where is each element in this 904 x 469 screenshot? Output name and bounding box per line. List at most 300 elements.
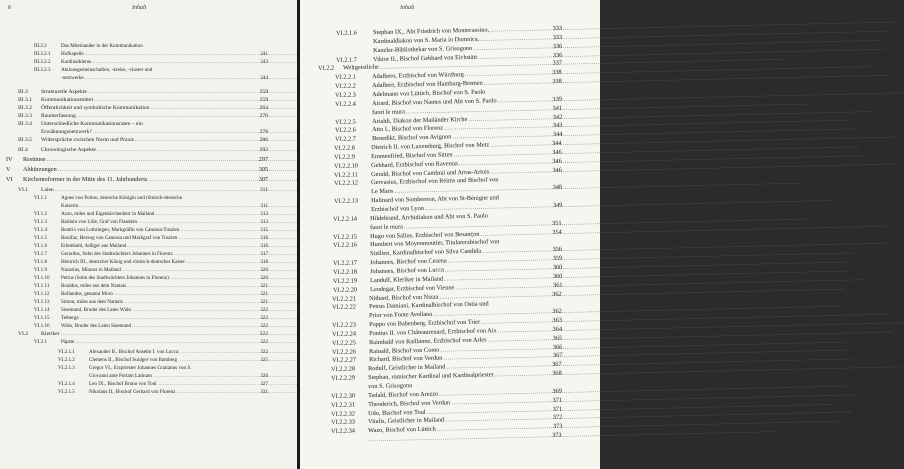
entry-page-number: 348 [552, 184, 563, 192]
entry-number [331, 441, 365, 442]
entry-number [336, 52, 370, 53]
entry-page-number: 259 [259, 97, 268, 103]
left-toc-entry [34, 266, 268, 274]
entry-number: VI.2.2.10 [334, 162, 359, 170]
leader-dots [124, 298, 258, 306]
left-page-number: 6 [8, 5, 11, 11]
entry-title: Öffentlichkeit und symbolische Kommunikation [41, 105, 150, 111]
entry-page-number: 316 [260, 243, 268, 249]
entry-number: VI.2.1.4 [58, 381, 75, 387]
entry-title: -netzwerke [61, 75, 84, 81]
leader-dots [93, 128, 257, 136]
entry-page-number: 336 [552, 42, 563, 50]
entry-page-number: 336 [552, 51, 563, 59]
entry-page-number: 311 [260, 203, 268, 209]
entry-number: VI.2.1.1 [58, 349, 75, 355]
entry-number [333, 255, 367, 256]
entry-title: Gervasius, Erzbischof von Reims und Bischof von [370, 176, 499, 187]
entry-title: Weltgeistliche [342, 64, 380, 72]
entry-title: Nikolaus II., Bischof Gerhard von Florenz [89, 389, 176, 395]
entry-page-number: 325 [260, 357, 268, 363]
entry-number: IV [6, 156, 13, 163]
leader-dots [58, 166, 256, 174]
entry-number [333, 229, 367, 230]
entry-page-number: 322 [260, 339, 268, 345]
left-toc-entry [58, 348, 268, 356]
entry-page-number: 360 [552, 272, 563, 280]
entry-title: Hugo von Salins, Erzbischof von Besançon [370, 230, 480, 240]
leader-dots [148, 176, 255, 184]
leader-dots [79, 202, 257, 210]
entry-page-number: 313 [260, 211, 268, 217]
left-toc-entry [18, 146, 268, 154]
entry-title: Hofkapelle [61, 51, 84, 57]
entry-title: Erwähnungsnetzwerk? [41, 129, 92, 135]
entry-title: Pontius II. von Châteaurenard, Erzbischof von Aix [368, 327, 497, 338]
entry-title: Atto I., Bischof von Florenz [371, 124, 443, 134]
leader-dots [487, 335, 549, 344]
left-toc-entry [18, 112, 268, 120]
left-toc-entry [6, 156, 268, 164]
entry-number: VI.2.2.26 [331, 348, 356, 356]
leader-dots [178, 234, 257, 242]
entry-title: Alexander II., Bischof Anselm I. von Lucca [89, 349, 179, 355]
leader-dots [498, 326, 550, 335]
entry-page-number: 315 [260, 227, 268, 233]
entry-title: Emmenfried, Bischof von Sitten [371, 151, 453, 161]
entry-number: VI.2.2.27 [331, 356, 356, 365]
entry-page-number: 371 [552, 396, 563, 404]
entry-page-number: 318 [260, 259, 268, 265]
entry-number: VI.2.2.14 [333, 215, 358, 223]
left-toc-entry [58, 364, 268, 372]
entry-number: VI.1.12 [34, 291, 50, 297]
entry-page-number: 369 [552, 387, 563, 395]
entry-page-number: 364 [552, 325, 563, 333]
entry-number: III.2.2 [34, 43, 47, 49]
entry-page-number: 356 [552, 246, 563, 254]
entry-title: Udo, Bischof von Toul [367, 408, 426, 417]
left-running-head: Inhalt [132, 5, 147, 11]
entry-title: Benedikt, Bischof von Avignon [371, 133, 451, 143]
leader-dots [55, 186, 257, 194]
entry-number: VI.2.2.7 [334, 135, 356, 144]
entry-title: Gregor VI., Erzpriester Johannes Gratianus von S. [89, 365, 192, 371]
entry-title: Kleriker [41, 331, 60, 337]
entry-title: Johannes, Bischof von Cesena [369, 257, 447, 267]
entry-number: VI.2.1.2 [58, 357, 75, 363]
entry-number: VI.1.8 [34, 259, 48, 265]
leader-dots [480, 34, 550, 44]
leader-dots [61, 330, 257, 338]
entry-number: VI.1.9 [34, 267, 48, 273]
entry-title: Stephan, römischer Kardinal und Kardinalpriester [368, 371, 495, 382]
entry-number: VI.2 [18, 331, 29, 337]
entry-number: VI.2.2.12 [333, 179, 359, 188]
entry-number: VI.2.1 [34, 339, 48, 345]
entry-page-number: 372 [552, 414, 563, 422]
entry-page-number: 367 [552, 352, 563, 360]
entry-number: VI.1.5 [34, 235, 48, 241]
entry-number: V [6, 166, 11, 173]
entry-page-number: 305 [258, 166, 268, 173]
entry-number: VI.2.2.4 [335, 100, 356, 108]
entry-page-number: 363 [552, 316, 563, 325]
left-toc-entry [34, 194, 268, 202]
entry-page-number: 344 [552, 139, 563, 148]
entry-page-number: 322 [260, 315, 268, 321]
entry-title: Raimbald von Raillanne, Erzbischof von Arles [368, 336, 487, 346]
entry-page-number: 317 [260, 251, 268, 257]
entry-page-number: 359 [552, 254, 563, 263]
leader-dots [153, 372, 257, 380]
left-toc-entry [58, 388, 268, 396]
left-toc-entry [58, 380, 268, 388]
entry-title: Prior von Fonte Avellana [369, 310, 433, 320]
entry-number: III.2.2.3 [34, 67, 51, 73]
entry-page-number: 322 [259, 331, 268, 337]
entry-title: Sizilien, Kardinalbischof von Silva Candida [369, 247, 482, 258]
entry-title: Simon, miles aus dem Nantais [61, 299, 123, 305]
entry-number: VI.2.2 [318, 65, 335, 73]
entry-page-number: 373 [552, 423, 563, 431]
entry-number: VI.2.2.30 [331, 392, 356, 400]
entry-page-number: 320 [260, 275, 268, 281]
entry-number: VI.2.2.28 [331, 365, 356, 374]
entry-number: VI.2.2.34 [330, 427, 355, 436]
entry-number: VI.1.13 [34, 299, 50, 305]
entry-page-number: 343 [552, 122, 563, 130]
entry-page-number: 320 [260, 267, 268, 273]
leader-dots [158, 380, 258, 388]
entry-title: Poppo von Babenberg, Erzbischof von Trier [369, 318, 481, 329]
entry-number: VI.1.6 [34, 243, 48, 249]
left-toc-entry [34, 66, 268, 74]
entry-title: Rainald, Bischof von Como [368, 346, 440, 355]
entry-title: Theoderich, Bischof von Verdun [367, 398, 451, 408]
leader-dots [97, 146, 257, 154]
left-toc-entry [34, 202, 268, 210]
entry-number: VI.2.1.5 [58, 389, 75, 395]
entry-page-number: 286 [259, 137, 268, 143]
left-toc-entry [34, 50, 268, 58]
entry-title: Erlembald, Adliger aus Mailand [61, 243, 127, 249]
entry-number [334, 211, 368, 212]
entry-page-number: 322 [260, 349, 268, 355]
leader-dots [455, 282, 550, 292]
entry-number: VI.2.2.32 [330, 410, 355, 418]
entry-number: VI.1 [18, 187, 29, 193]
entry-page-number: 360 [552, 263, 563, 271]
entry-title: Resümee [23, 156, 46, 163]
entry-number: VI.2.2.5 [334, 118, 356, 126]
entry-number: III.3 [18, 89, 28, 95]
entry-number: VI.2.2.16 [333, 241, 358, 250]
entry-page-number: 362 [552, 290, 563, 298]
entry-number: VI.2.2.25 [331, 339, 356, 347]
entry-title: Azzo, miles und Eigenkirchenherr in Mailand [61, 211, 155, 217]
leader-dots [178, 356, 257, 364]
entry-title: Beatrix von Lothringen, Markgräfin von Canossa-Tuszien [61, 227, 180, 233]
entry-number: VI.2.2.33 [330, 418, 355, 427]
entry-page-number: 338 [552, 77, 563, 86]
entry-page-number: 351 [552, 219, 563, 227]
entry-title: Laien [41, 187, 54, 193]
entry-page-number: 278 [259, 129, 268, 135]
entry-number: VI.2.1.6 [336, 29, 357, 37]
leader-dots [92, 58, 257, 66]
entry-title: Johannes, Bischof von Lucca [369, 266, 444, 276]
entry-number: III.3.4 [18, 121, 32, 127]
entry-page-number: 367 [552, 361, 563, 369]
entry-title: Gebhard, Erzbischof von Ravenna [371, 159, 459, 169]
left-toc-entry [6, 166, 268, 174]
entry-number: VI.2.2.15 [333, 233, 358, 241]
left-page [0, 0, 297, 469]
entry-page-number: 259 [259, 89, 268, 95]
entry-title: Päpste [61, 339, 75, 345]
entry-page-number: 326 [260, 373, 268, 379]
entry-number [331, 388, 365, 389]
entry-title: Unterschiedliche Kommunikationsraten – ein [41, 121, 143, 127]
entry-page-number: 368 [552, 369, 563, 378]
left-toc-entry [18, 88, 268, 96]
left-toc-entry [34, 218, 268, 226]
entry-page-number: 346 [552, 148, 563, 156]
left-toc-entry [34, 314, 268, 322]
entry-page-number: 349 [552, 201, 563, 210]
entry-number: VI.1.1 [34, 195, 48, 201]
entry-number: VI.2.2.11 [334, 171, 358, 179]
left-toc-entry [34, 298, 268, 306]
left-toc-entry [34, 322, 268, 330]
entry-title: Airard, Bischof von Nantes und Abt von S. Paolo [372, 97, 497, 107]
entry-title: Dietrich II. von Luxemburg, Bischof von Metz [371, 141, 490, 152]
entry-title: Leo IX., Bischof Bruno von Toul [89, 381, 157, 387]
leader-dots [85, 50, 258, 58]
entry-title: Nazarius, Münzer in Mailand [61, 267, 121, 273]
entry-number: VI.1.2 [34, 211, 48, 217]
left-toc-entry [18, 330, 268, 338]
entry-title: von S. Grisogono [368, 382, 413, 391]
entry-number: III.2.2.2 [34, 59, 51, 65]
entry-number: VI.1.4 [34, 227, 48, 233]
entry-title: Heinrich III., deutscher König und römisch-deutscher Kaiser [61, 259, 185, 265]
entry-title: Abkürzungen [23, 166, 57, 173]
leader-dots [114, 290, 257, 298]
leader-dots [174, 250, 258, 258]
entry-title: Erzbischof von Lyon [370, 204, 424, 214]
leader-dots [498, 96, 550, 105]
entry-title: Raumerfassung [41, 113, 76, 119]
entry-title: Roaldus, miles aus dem Nantais [61, 283, 127, 289]
entry-number: VI [6, 176, 13, 183]
leader-dots [473, 43, 550, 53]
entry-page-number: 337 [552, 59, 563, 68]
entry-page-number: 361 [552, 281, 563, 289]
entry-number: VI.2.1.7 [335, 56, 357, 64]
entry-title: Gerald, Bischof von Cambrai und Arras-Artois [371, 168, 490, 178]
entry-number: VI.2.2.2 [335, 82, 357, 91]
entry-title: Wido, Bruder des Laien Sisemund [61, 323, 132, 329]
leader-dots [127, 282, 257, 290]
left-toc-entry [18, 136, 268, 144]
entry-page-number: 244 [260, 75, 268, 81]
entry-title: Agnes von Poitou, deutsche Königin und römisch-deutsche [61, 195, 182, 201]
entry-number: VI.2.2.19 [332, 277, 357, 285]
entry-title: Petrus Damiani, Kardinalbischof von Ostia und [369, 300, 490, 311]
leader-dots [127, 242, 257, 250]
entry-title: Clemens II., Bischof Suidger von Bamberg [89, 357, 178, 363]
left-toc-entry [34, 258, 268, 266]
entry-page-number: 321 [260, 283, 268, 289]
entry-title: Widersprüche zwischen Norm und Praxis [41, 137, 134, 143]
entry-number [334, 194, 368, 195]
left-toc-entry [58, 356, 268, 364]
entry-title: Landulf, Kleriker in Mailand [369, 275, 443, 284]
entry-number: VI.2.2.13 [333, 197, 358, 206]
entry-number: VI.2.2.29 [331, 374, 356, 383]
entry-title: Tedald, Bischof von Arezzo [368, 390, 439, 400]
left-toc-entry [18, 96, 268, 104]
left-toc-entry [18, 128, 268, 136]
entry-number: VI.2.2.8 [334, 144, 356, 153]
entry-title: fuori le mura [371, 108, 405, 116]
entry-page-number: 354 [552, 228, 563, 236]
entry-page-number: 292 [259, 147, 268, 153]
entry-page-number: 322 [260, 323, 268, 329]
leader-dots [132, 322, 257, 330]
entry-title: Rollandus, genannt Moro [61, 291, 113, 297]
left-toc-entry [34, 306, 268, 314]
right-page [300, 0, 600, 469]
entry-number: III.3.5 [18, 137, 32, 143]
leader-dots [132, 306, 257, 314]
left-toc-entry [34, 58, 268, 66]
entry-page-number: 371 [552, 405, 563, 413]
entry-title: Vitalis, Geistlicher in Mailand [367, 416, 445, 426]
entry-number: VI.1.16 [34, 323, 50, 329]
entry-title: Kommunikationsmittel [41, 97, 93, 103]
entry-number: VI.1.3 [34, 219, 48, 225]
left-toc-entry [34, 42, 268, 50]
left-toc-entry [18, 186, 268, 194]
entry-page-number: 344 [552, 131, 563, 139]
entry-title: Nithard, Bischof von Nizza [369, 293, 439, 302]
entry-number [335, 114, 369, 115]
left-toc-entry [34, 274, 268, 282]
leader-dots [80, 314, 258, 322]
entry-number: III.4 [18, 147, 28, 153]
entry-title: Kirchenreformer in der Mitte des 11. Jahrhunderts [23, 176, 148, 183]
leader-dots [88, 88, 257, 96]
left-toc-entry [34, 210, 268, 218]
leader-dots [151, 104, 257, 112]
entry-page-number: 346 [552, 166, 563, 174]
entry-page-number: 264 [259, 105, 268, 111]
entry-title: Richard, Bischof von Verdun [368, 354, 443, 364]
entry-number: VI.2.2.17 [332, 259, 357, 268]
entry-title: Halinard von Sombernon, Abt von St-Bénigne und [370, 194, 499, 205]
entry-number: III.3.1 [18, 97, 32, 103]
entry-title: Sisemund, Bruder des Laien Wido [61, 307, 132, 313]
entry-number: VI.2.2.20 [332, 286, 357, 294]
left-toc-entry [18, 104, 268, 112]
entry-number: VI.2.2.31 [330, 401, 356, 409]
entry-page-number: 321 [260, 299, 268, 305]
left-toc-entry [34, 250, 268, 258]
entry-page-number: 297 [258, 156, 268, 163]
entry-page-number: 362 [552, 307, 563, 316]
entry-title: Petrus (Sohn des Stadtwächters Johannes in Florenz) [61, 275, 169, 281]
entry-number: VI.2.2.24 [331, 330, 357, 338]
entry-title: Leodegar, Erzbischof von Vienne [369, 283, 454, 293]
entry-title: Kaiserin [61, 203, 79, 209]
leader-dots [481, 317, 550, 327]
left-toc-entry [34, 338, 268, 346]
leader-dots [75, 338, 257, 346]
entry-number: III.3.3 [18, 113, 32, 119]
entry-number: VI.2.2.9 [334, 153, 356, 161]
left-toc-entry [34, 226, 268, 234]
entry-number: III.3.2 [18, 105, 32, 111]
entry-number: VI.2.2.18 [332, 268, 357, 276]
entry-title: Balduin von Lille, Graf von Flandern [61, 219, 138, 225]
entry-page-number: 270 [259, 113, 268, 119]
leader-dots [180, 226, 257, 234]
entry-title: Stephan IX., Abt Friedrich von Montecassino, [372, 26, 490, 37]
entry-title: Adalbert, Erzbischof von Hamburg-Bremen [372, 79, 484, 90]
entry-title: Hildebrand, Archidiakon und Abt von S. Paolo [370, 212, 489, 223]
leader-dots [170, 274, 258, 282]
left-toc-entry [34, 74, 268, 82]
entry-title: Viktor II., Bischof Gebhard von Eichstätt [372, 53, 477, 63]
entry-title: Kardinalklerus [61, 59, 92, 65]
leader-dots [77, 112, 257, 120]
leader-dots [94, 96, 257, 104]
entry-title: Gerardus, Sohn des Stadtwächters Johannes in Florenz [61, 251, 173, 257]
entry-page-number: 341 [552, 104, 563, 112]
entry-page-number: 346 [552, 157, 563, 165]
entry-title: Wazo, Bischof von Lüttich [367, 425, 436, 435]
left-toc-entry [34, 290, 268, 298]
entry-title: Kanzler-Bibliothekar von S. Grisogono [372, 44, 473, 54]
leader-dots [186, 258, 257, 266]
entry-number [336, 43, 370, 44]
entry-page-number: 338 [552, 69, 563, 77]
entry-page-number: 339 [552, 95, 563, 103]
entry-title: Das Miteinander in der Kommunikation [61, 43, 143, 49]
entry-number: VI.2.2.6 [334, 126, 356, 135]
leader-dots [484, 78, 550, 87]
entry-page-number: 342 [552, 113, 563, 121]
entry-number: VI.1.10 [34, 275, 50, 281]
entry-page-number: 366 [552, 343, 563, 351]
left-toc-entry [34, 242, 268, 250]
entry-title: Chronologische Aspekte [41, 147, 96, 153]
entry-title: Le Mans [370, 187, 394, 196]
leader-dots [179, 348, 257, 356]
entry-title: Adalbero, Erzbischof von Würzburg [372, 71, 465, 81]
entry-number: VI.2.2.22 [332, 303, 357, 312]
leader-dots [138, 218, 257, 226]
entry-number: VI.1.7 [34, 251, 48, 257]
entry-title: fuori le mura [370, 223, 404, 231]
entry-title: Adelmann von Lüttich, Bischof von S. Paolo [372, 88, 486, 99]
entry-page-number: 333 [552, 33, 563, 41]
left-toc-entry [58, 372, 268, 380]
entry-title: Aktionsgemeinschaften, -kreise, -cluster und [61, 67, 153, 73]
